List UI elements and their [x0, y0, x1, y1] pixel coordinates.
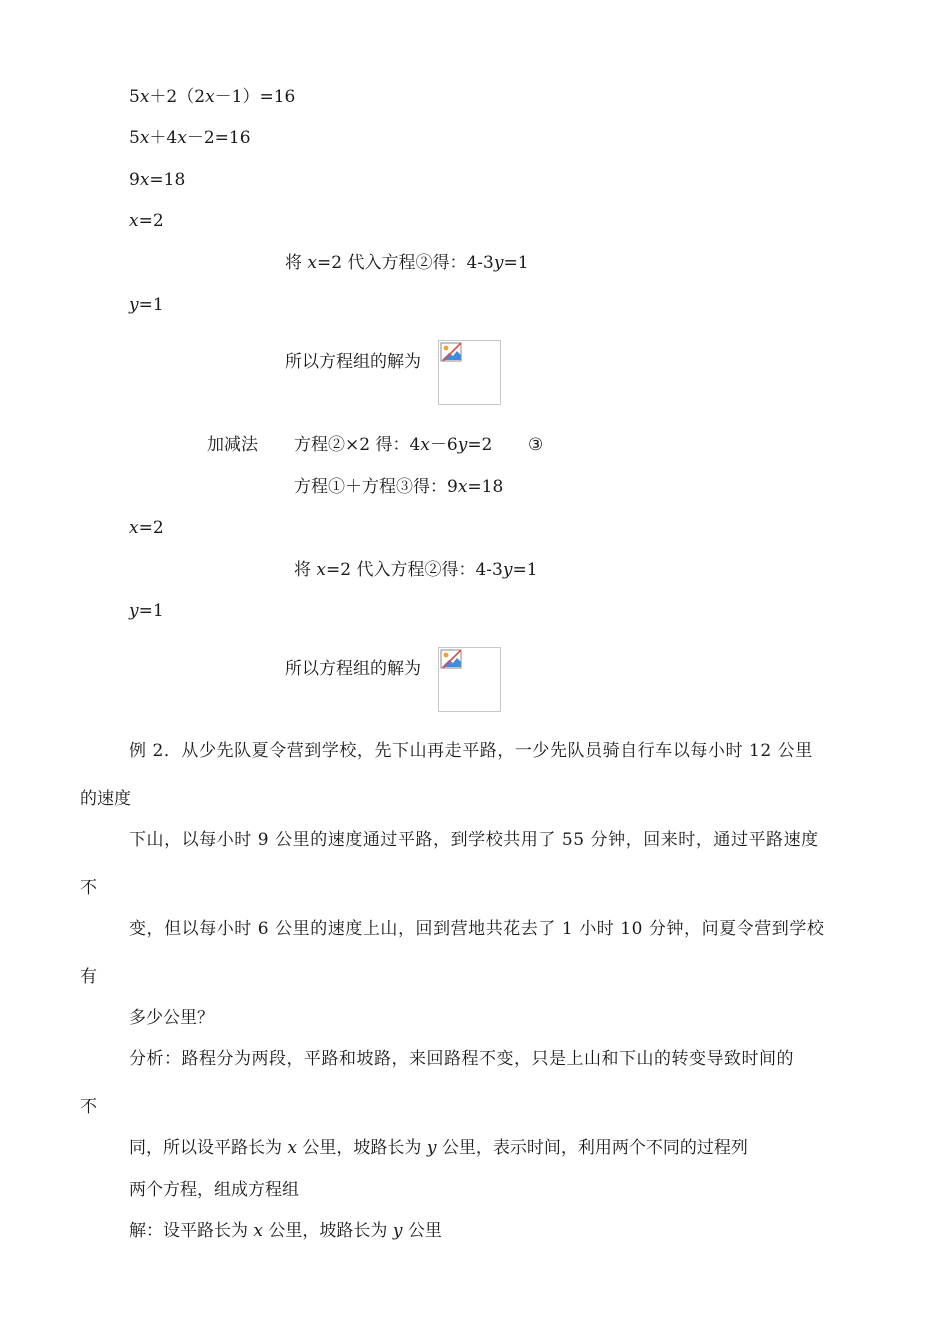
substitution-line: 将 x=2 代入方程②得：4-3y=1 — [294, 560, 538, 580]
equation-line: y=1 — [129, 295, 164, 315]
equation-line: 5x＋4x－2=16 — [129, 128, 251, 148]
equation-line: 方程②×2 得：4x－6y=2 — [294, 435, 493, 455]
analysis-text: 不 — [80, 1097, 97, 1117]
problem-text: 下山，以每小时 9 公里的速度通过平路，到学校共用了 55 分钟，回来时，通过平路速度 — [129, 830, 819, 850]
equation-line: 5x＋2（2x－1）=16 — [129, 87, 296, 107]
solution-text: 解：设平路长为 x 公里，坡路长为 y 公里 — [129, 1221, 442, 1241]
analysis-text: 两个方程，组成方程组 — [129, 1180, 299, 1200]
equation-line: 9x=18 — [129, 170, 186, 190]
problem-text: 变，但以每小时 6 公里的速度上山，回到营地共花去了 1 小时 10 分钟，问夏令营到学校 — [129, 919, 825, 939]
problem-text: 的速度 — [80, 789, 131, 809]
equation-line: 方程①＋方程③得：9x=18 — [294, 477, 504, 497]
analysis-text: 同，所以设平路长为 x 公里，坡路长为 y 公里，表示时间，利用两个不同的过程列 — [129, 1138, 748, 1158]
equation-number: ③ — [528, 435, 544, 455]
problem-text: 多少公里？ — [129, 1008, 214, 1028]
equation-line: x=2 — [129, 518, 164, 538]
solution-label: 所以方程组的解为 — [285, 352, 421, 372]
problem-text: 不 — [80, 878, 97, 898]
broken-image-icon — [438, 647, 501, 712]
solution-label: 所以方程组的解为 — [285, 659, 421, 679]
problem-text: 例 2．从少先队夏令营到学校，先下山再走平路，一少先队员骑自行车以每小时 12 公里 — [129, 741, 813, 761]
problem-text: 有 — [80, 967, 97, 987]
broken-image-icon — [438, 340, 501, 405]
equation-line: x=2 — [129, 211, 164, 231]
method-label: 加减法 — [207, 435, 258, 455]
equation-line: y=1 — [129, 601, 164, 621]
analysis-text: 分析：路程分为两段，平路和坡路，来回路程不变，只是上山和下山的转变导致时间的 — [129, 1049, 794, 1069]
substitution-line: 将 x=2 代入方程②得：4-3y=1 — [285, 253, 529, 273]
